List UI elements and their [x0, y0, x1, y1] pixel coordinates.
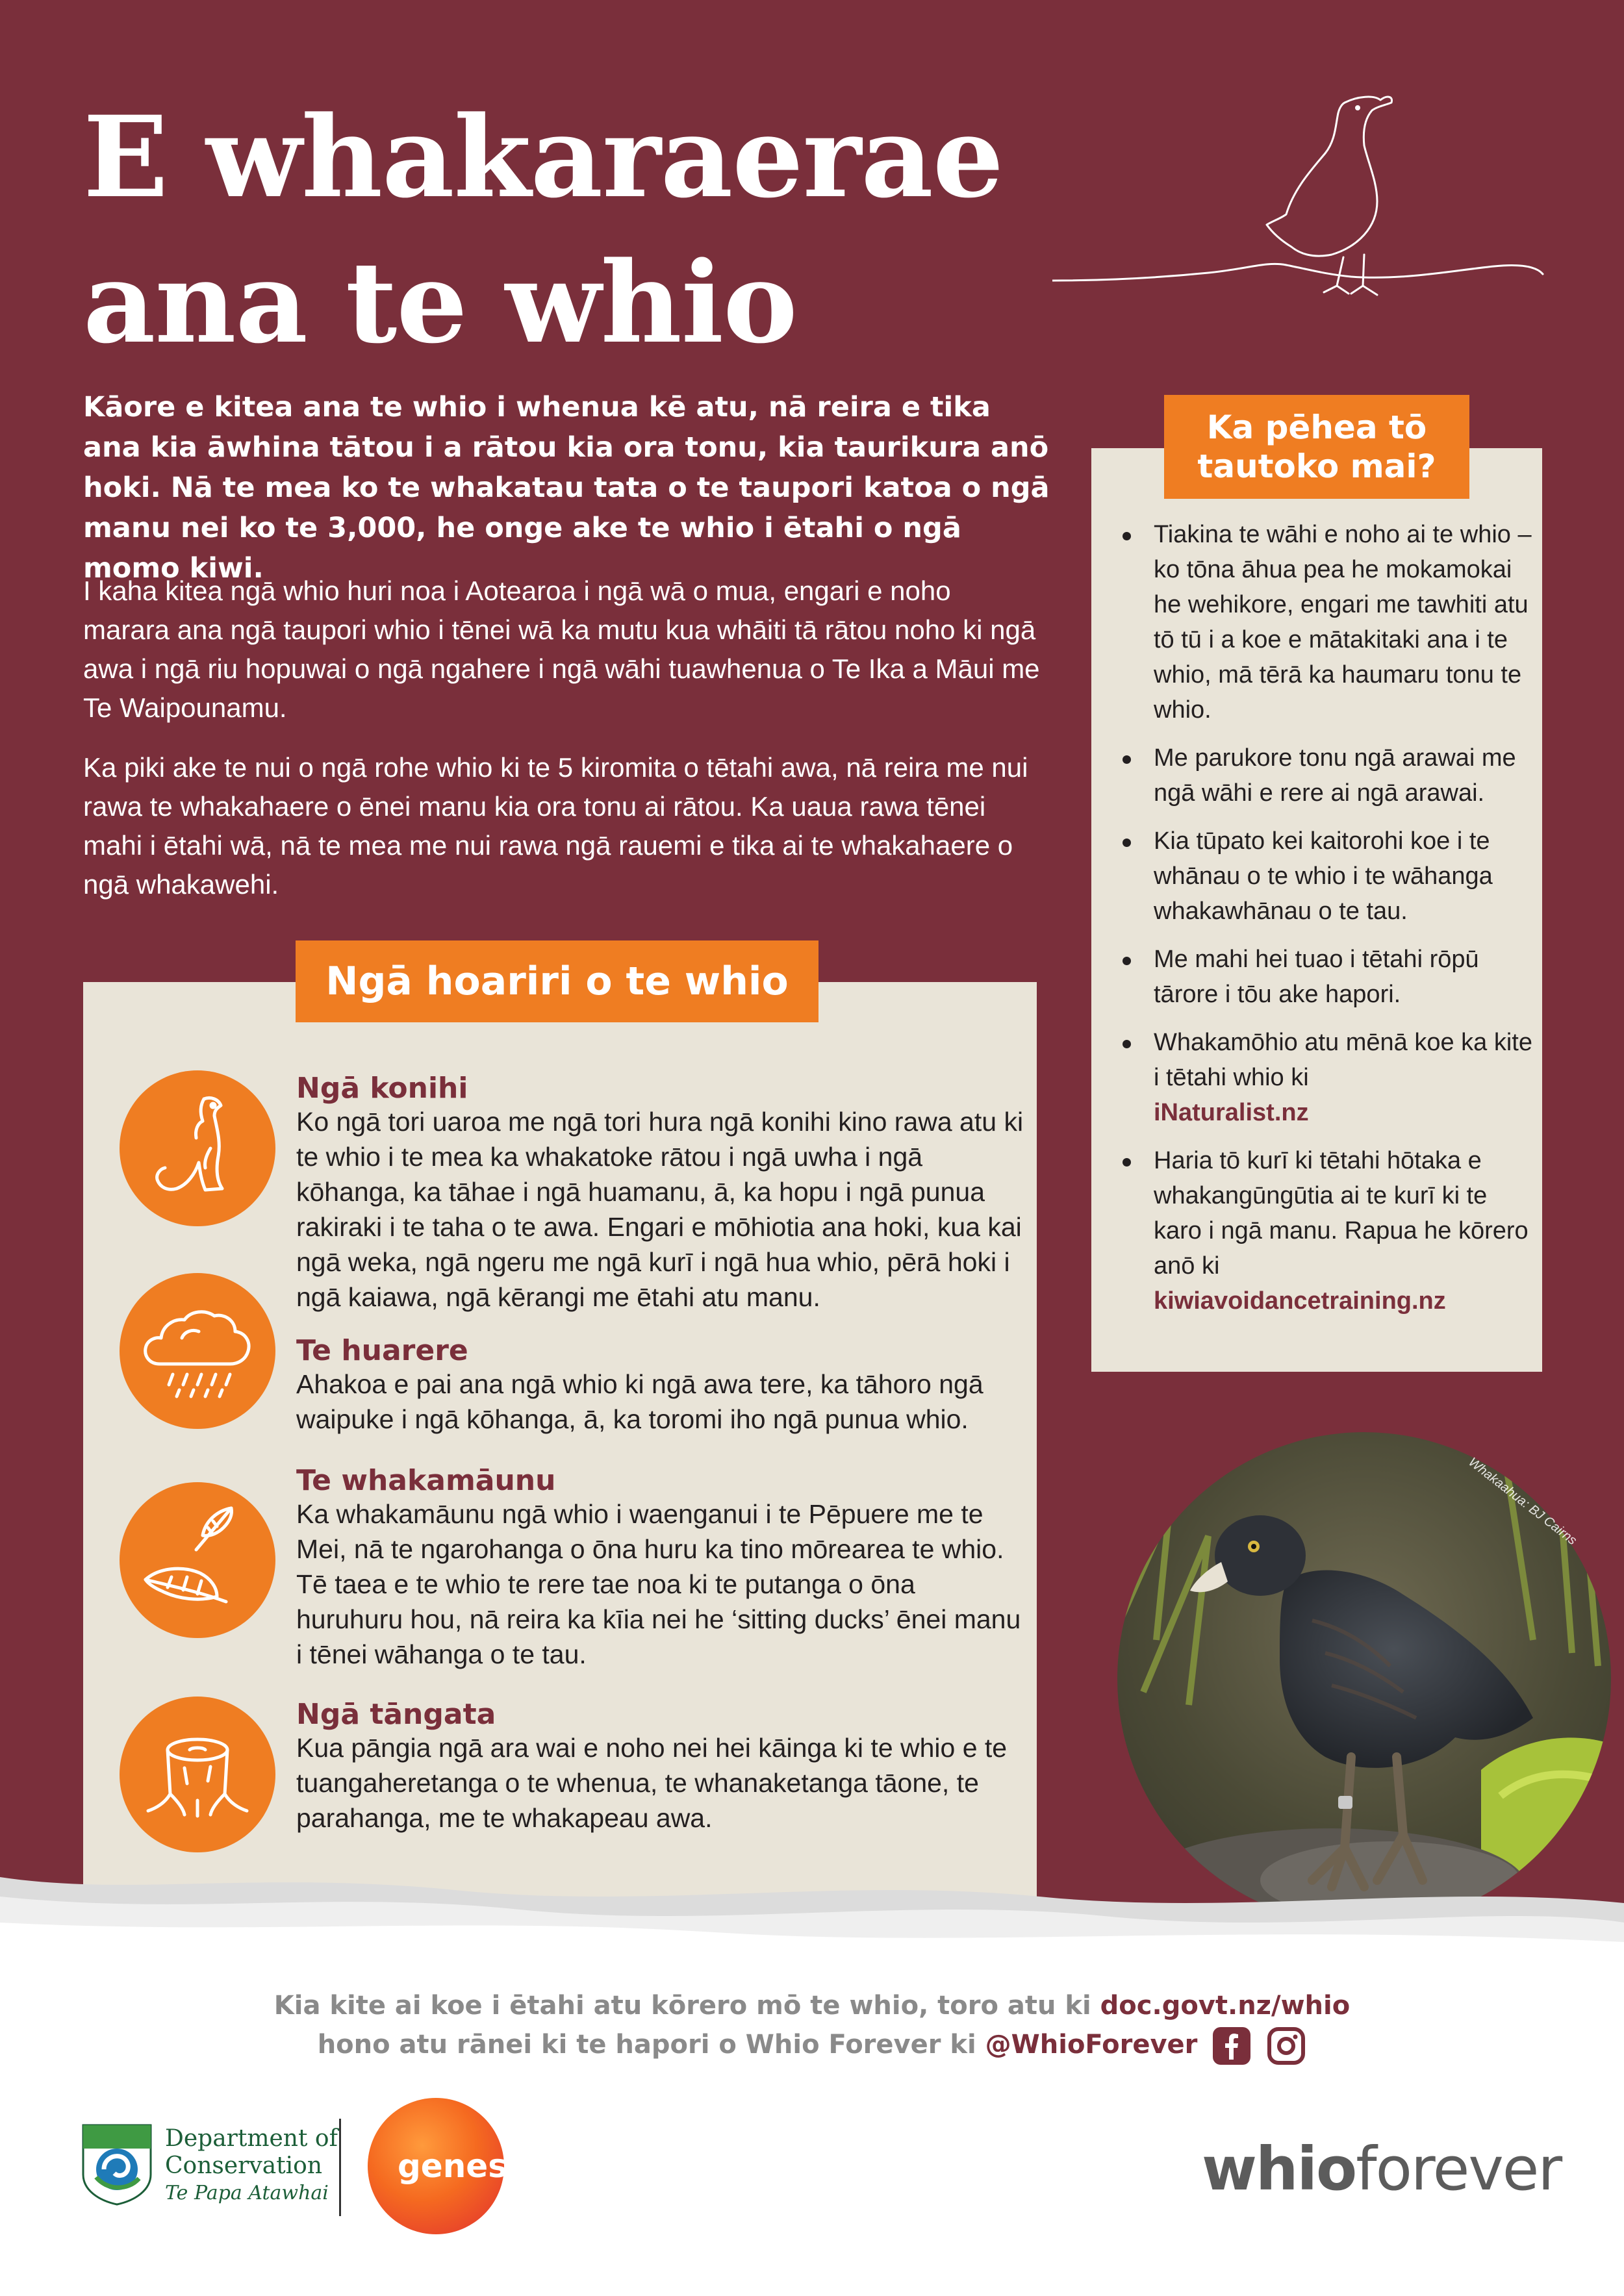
- threat-body: Ka whakamāunu ngā whio i waenganui i te Pēpuere me te Mei, nā te ngarohanga o ōna huru ka tino mōrearea te whio. Tē taea e te whio te rere tae noa ki te putanga o ōna huruhuru hou, nā reira ka kīia nei he ‘sitting ducks’ ēnei manu i tēnei wāhanga o te tau.: [296, 1499, 1021, 1669]
- feather-icon: [120, 1482, 275, 1638]
- doc-logo-icon: [81, 2123, 153, 2206]
- intro-paragraph-2: Ka piki ake te nui o ngā rohe whio ki te 5 kiromita o tētahi awa, nā reira me nui rawa te whakahaere o ēnei manu kia ora tonu ai rātou. Ka uaua rawa tēnei mahi i ētahi wā, nā te mea me nui rawa ngā rauemi e tika ai te whakahaere o ngā whakawehi.: [83, 752, 1028, 900]
- instagram-icon[interactable]: [1266, 2026, 1306, 2066]
- threat-title: Te whakamāunu: [296, 1464, 556, 1497]
- doc-name-line-2: Conservation: [165, 2152, 323, 2179]
- kiwi-avoidance-link[interactable]: kiwiavoidancetraining.nz: [1154, 1287, 1446, 1315]
- threat-body: Ahakoa e pai ana ngā whio ki ngā awa tere, ka tāhoro ngā waipuke i ngā kōhanga, ā, ka toromi iho ngā punua whio.: [296, 1369, 983, 1434]
- help-item: [1117, 740, 1533, 811]
- stoat-icon: [120, 1070, 275, 1226]
- wave-divider: [0, 1858, 1624, 1987]
- threat-title: Ngā tāngata: [296, 1698, 496, 1731]
- inaturalist-link[interactable]: iNaturalist.nz: [1154, 1099, 1309, 1126]
- help-item-text: Whakamōhio atu mēnā koe ka kite i tētahi whio ki: [1154, 1029, 1532, 1091]
- photo-credit: Whakaahua: BJ Cairns: [1465, 1455, 1580, 1548]
- help-item: [1117, 942, 1533, 1012]
- footer-line-2: [0, 2025, 1624, 2066]
- doc-name-maori: Te Papa Atawhai: [165, 2182, 329, 2204]
- help-item: [1117, 1025, 1533, 1130]
- title-line-1: E whakaraerae: [83, 91, 1004, 223]
- help-heading: [1164, 395, 1469, 499]
- title-line-2: ana te whio: [83, 236, 797, 368]
- threat-title: Ngā konihi: [296, 1072, 468, 1105]
- help-item-text: Kia tūpato kei kaitorohi koe i te whānau o te whio i te wāhanga whakawhānau o te tau.: [1154, 827, 1493, 925]
- threats-heading: Ngā hoariri o te whio: [296, 940, 818, 1022]
- help-item-text: Me parukore tonu ngā arawai me ngā wāhi e rere ai ngā arawai.: [1154, 744, 1516, 807]
- help-item-text: Me mahi hei tuao i tētahi rōpū tārore i tōu ake hapori.: [1154, 946, 1479, 1008]
- facebook-icon[interactable]: [1212, 2026, 1252, 2066]
- whio-forever-logo-whio: whio: [1202, 2134, 1356, 2204]
- help-heading-line-2: tautoko mai?: [1197, 448, 1436, 485]
- footer-line-2-text: hono atu rānei ki te hapori o Whio Forever ki: [317, 2030, 985, 2060]
- page-title: [83, 84, 1058, 375]
- help-item: [1117, 517, 1533, 727]
- tree-stump-icon: [120, 1697, 275, 1852]
- doc-name-line-1: Department of: [165, 2125, 338, 2152]
- threat-body: Ko ngā tori uaroa me ngā tori hura ngā konihi kino rawa atu ki te whio i te mea ka whakatoke rātou i ngā uwha i ngā kōhanga, ka tāhae i ngā huamanu, ā, ka hopu i ngā punua rakiraki i te taha o te awa. Engari e mōhiotia ana hoki, kua kai ngā weka, ngā ngeru me ngā kurī i ngā hua whio, pērā hoki i ngā kaiawa, ngā kērangi me ētahi atu manu.: [296, 1107, 1024, 1312]
- intro-lead-paragraph: Kāore e kitea ana te whio i whenua kē atu, nā reira e tika ana kia āwhina tātou i a rātou kia ora tonu, kia taurikura anō hoki. Nā te mea ko te whakatau tata o te taupori katoa o ngā manu nei ko te 3,000, he onge ake te whio i ētahi o ngā momo kiwi.: [83, 391, 1050, 585]
- whioforever-handle-link[interactable]: @WhioForever: [985, 2030, 1198, 2060]
- footer-line-1: [0, 1986, 1624, 2025]
- help-list: [1117, 517, 1533, 1331]
- help-item: [1117, 1143, 1533, 1318]
- help-item-text: Tiakina te wāhi e noho ai te whio – ko tōna āhua pea he mokamokai he wehikore, engari me tawhiti atu tō tū i a koe e mātakitaki ana i te whio, mā tērā ka haumaru tonu te whio.: [1154, 521, 1532, 724]
- help-heading-line-1: Ka pēhea tō: [1206, 409, 1427, 446]
- help-item: [1117, 824, 1533, 929]
- whio-forever-logo: [1202, 2134, 1561, 2205]
- genesis-logo-text: genesis: [398, 2147, 538, 2185]
- whio-outline-icon: [1052, 91, 1546, 338]
- rain-cloud-icon: [120, 1273, 275, 1429]
- whio-forever-logo-forever: forever: [1356, 2134, 1562, 2204]
- doc-whio-link[interactable]: doc.govt.nz/whio: [1100, 1991, 1351, 2021]
- threat-body: Kua pāngia ngā ara wai e noho nei hei kāinga ki te whio e te tuangaheretanga o te whenua, te whanaketanga tāone, te parahanga, me te whakapeau awa.: [296, 1733, 1008, 1833]
- threat-title: Te huarere: [296, 1334, 468, 1367]
- footer-line-1-text: Kia kite ai koe i ētahi atu kōrero mō te whio, toro atu ki: [273, 1991, 1100, 2021]
- doc-logo-text: [165, 2125, 338, 2207]
- intro-paragraph-1: I kaha kitea ngā whio huri noa i Aotearoa i ngā wā o mua, engari e noho marara ana ngā taupori whio i tēnei wā ka mutu kua whāiti tā rātou noho ki ngā awa i ngā riu hopuwai o ngā ngahere i ngā wāhi tuawhenua o Te Ika a Māui me Te Waipounamu.: [83, 575, 1040, 723]
- logo-divider: [339, 2119, 341, 2216]
- help-item-text: Haria tō kurī ki tētahi hōtaka e whakangūngūtia ai te kurī ki te karo i ngā manu. Rapua he kōrero anō ki: [1154, 1147, 1529, 1280]
